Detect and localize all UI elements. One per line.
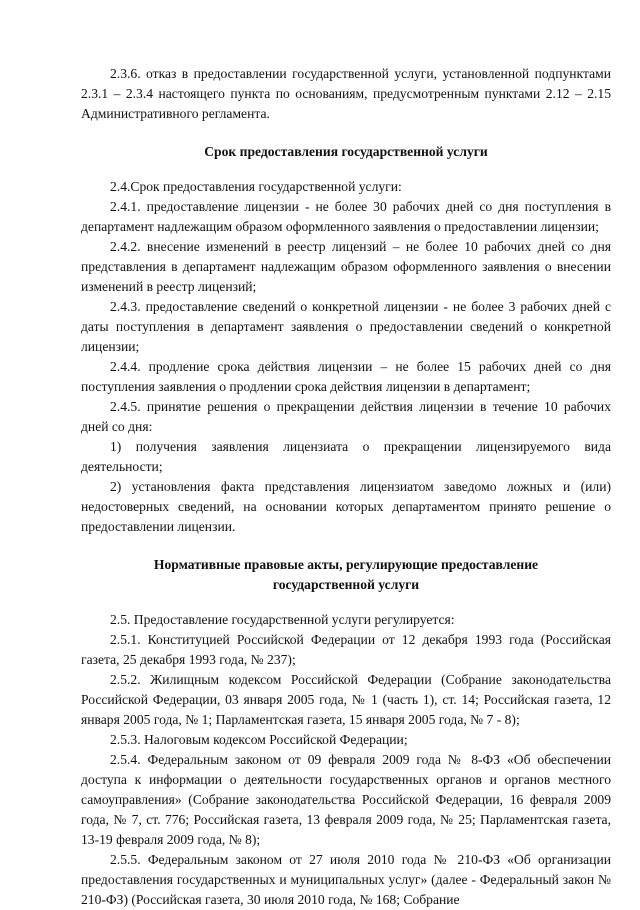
paragraph-item-1: 1) получения заявления лицензиата о прекращении лицензируемого вида деятельности; xyxy=(81,439,611,474)
paragraph-2-5-2: 2.5.2. Жилищным кодексом Российской Федерации (Собрание законодательства Российской Федерации, 03 января 2005 года, № 1 (часть 1), ст. 14; Российская газета, 12 января 2005 года, № 1; Парламентская газета, 15 января 2005 года, № 7 - 8); xyxy=(81,672,611,727)
section-heading-legal-acts-line1: Нормативные правовые акты, регулирующие предоставление xyxy=(153,557,539,572)
paragraph-2-4-2: 2.4.2. внесение изменений в реестр лицензий – не более 10 рабочих дней со дня представления в департамент надлежащим образом оформленного заявления о внесении изменений в реестр лицензий; xyxy=(81,239,611,294)
section-heading-term: Срок предоставления государственной услуги xyxy=(204,144,488,159)
paragraph-2-4-1: 2.4.1. предоставление лицензии - не более 30 рабочих дней со дня поступления в департамент надлежащим образом оформленного заявления о предоставлении лицензии; xyxy=(81,199,611,234)
paragraph-2-3-6: 2.3.6. отказ в предоставлении государственной услуги, установленной подпунктами 2.3.1 – 2.3.4 настоящего пункта по основаниям, предусмотренным пунктами 2.12 – 2.15 Административного регламента. xyxy=(81,66,611,121)
paragraph-2-5-5: 2.5.5. Федеральным законом от 27 июля 2010 года № 210-ФЗ «Об организации предоставления государственных и муниципальных услуг» (далее - Федеральный закон № 210-ФЗ) (Российская газета, 30 июля 2010 года, № 168; Собрание xyxy=(81,852,611,907)
paragraph-2-5-3: 2.5.3. Налоговым кодексом Российской Федерации; xyxy=(110,732,408,747)
section-heading-legal-acts xyxy=(81,555,611,595)
document-page xyxy=(81,64,611,910)
paragraph-2-4-4: 2.4.4. продление срока действия лицензии – не более 15 рабочих дней со дня поступления заявления о продлении срока действия лицензии в департамент; xyxy=(81,359,611,394)
paragraph-2-5-1: 2.5.1. Конституцией Российской Федерации от 12 декабря 1993 года (Российская газета, 25 декабря 1993 года, № 237); xyxy=(81,632,611,667)
section-heading-legal-acts-line2: государственной услуги xyxy=(272,577,420,592)
paragraph-2-5-4: 2.5.4. Федеральным законом от 09 февраля 2009 года № 8-ФЗ «Об обеспечении доступа к информации о деятельности государственных органов и органов местного самоуправления» (Собрание законодательства Российской Федерации, 16 февраля 2009 года, № 7, ст. 776; Российская газета, 13 февраля 2009 года, № 25; Парламентская газета, 13-19 февраля 2009 года, № 8); xyxy=(81,752,611,847)
paragraph-2-4-5: 2.4.5. принятие решения о прекращении действия лицензии в течение 10 рабочих дней со дня: xyxy=(81,399,611,434)
paragraph-2-4-3: 2.4.3. предоставление сведений о конкретной лицензии - не более 3 рабочих дней с даты поступления в департамент заявления о предоставлении сведений о конкретной лицензии; xyxy=(81,299,611,354)
paragraph-2-4: 2.4.Срок предоставления государственной услуги: xyxy=(110,179,402,194)
paragraph-item-2: 2) установления факта представления лицензиатом заведомо ложных и (или) недостоверных сведений, на основании которых департаментом принято решение о предоставлении лицензии. xyxy=(81,479,611,534)
paragraph-2-5: 2.5. Предоставление государственной услуги регулируется: xyxy=(110,612,455,627)
